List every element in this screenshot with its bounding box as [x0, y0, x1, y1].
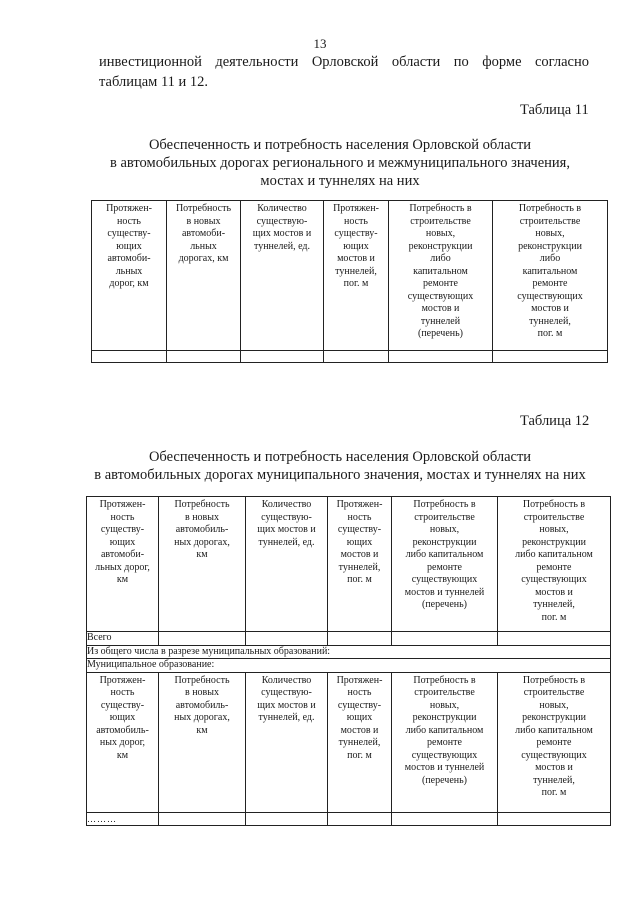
table-11 — [91, 200, 608, 363]
table-cell — [246, 812, 328, 826]
table-cell — [498, 812, 611, 826]
table-12-title-line: Обеспеченность и потребность населения Орловской области — [148, 449, 532, 465]
table-row — [92, 351, 608, 363]
header-cell: Протяжен- ность существу- ющих мостов и туннелей, пог. м — [328, 672, 392, 812]
table-cell — [92, 351, 167, 363]
table-cell — [328, 632, 392, 646]
header-cell: Потребность в новых автомобиль- ных дорогах, км — [159, 672, 246, 812]
table-12 — [86, 496, 611, 826]
table-cell — [392, 812, 498, 826]
intro-line-1: инвестиционной деятельности Орловской области по форме согласно — [99, 54, 589, 70]
header-cell: Протяжен- ность существу- ющих мостов и туннелей, пог. м — [324, 201, 389, 351]
header-cell: Количество существую- щих мостов и туннелей, ед. — [246, 672, 328, 812]
breakdown-row — [87, 645, 611, 659]
header-cell: Потребность в строительстве новых, реконструкции либо капитальном ремонте существующих мостов и туннелей, пог. м — [493, 201, 608, 351]
municipality-label: Муниципальное образование: — [87, 659, 611, 673]
table-cell — [241, 351, 324, 363]
header-cell: Потребность в строительстве новых, реконструкции либо капитальном ремонте существующих мостов и туннелей, пог. м — [498, 672, 611, 812]
table-cell — [389, 351, 493, 363]
header-cell: Потребность в строительстве новых, реконструкции либо капитальном ремонте существующих мостов и туннелей (перечень) — [389, 201, 493, 351]
header-cell: Протяжен- ность существу- ющих автомоби- льных дорог, км — [92, 201, 167, 351]
table-cell — [159, 632, 246, 646]
header-cell: Потребность в строительстве новых, реконструкции либо капитальном ремонте существующих мостов и туннелей (перечень) — [392, 497, 498, 632]
intro-line-2: таблицам 11 и 12. — [99, 74, 209, 90]
total-row — [87, 632, 611, 646]
breakdown-label: Из общего числа в разрезе муниципальных образований: — [87, 645, 611, 659]
table-header-row — [87, 497, 611, 632]
continuation-dots: ……… — [87, 812, 159, 826]
header-cell: Протяжен- ность существу- ющих мостов и туннелей, пог. м — [328, 497, 392, 632]
table-12-title-line: в автомобильных дорогах муниципального значения, мостах и туннелях на них — [94, 467, 586, 483]
header-cell: Количество существую- щих мостов и туннелей, ед. — [246, 497, 328, 632]
table-11-title-line: Обеспеченность и потребность населения Орловской области — [148, 137, 532, 153]
header-cell: Протяжен- ность существу- ющих автомоби- льных дорог, км — [87, 497, 159, 632]
table-11-title-line: мостах и туннелях на них — [260, 173, 420, 189]
header-cell: Протяжен- ность существу- ющих автомобиль- ных дорог, км — [87, 672, 159, 812]
continuation-row — [87, 812, 611, 826]
header-cell: Потребность в строительстве новых, реконструкции либо капитальном ремонте существующих мостов и туннелей, пог. м — [498, 497, 611, 632]
total-label: Всего — [87, 632, 159, 646]
page-number: 13 — [313, 36, 327, 51]
table-header-row — [92, 201, 608, 351]
table-11-label: Таблица 11 — [520, 102, 589, 118]
header-cell: Потребность в новых автомоби- льных дорогах, км — [167, 201, 241, 351]
table-cell — [167, 351, 241, 363]
intro-paragraph — [99, 52, 589, 92]
header-cell: Потребность в новых автомобиль- ных дорогах, км — [159, 497, 246, 632]
header-cell: Количество существую- щих мостов и туннелей, ед. — [241, 201, 324, 351]
table-cell — [493, 351, 608, 363]
table-cell — [328, 812, 392, 826]
table-12-label: Таблица 12 — [520, 413, 590, 429]
sub-header-row — [87, 672, 611, 812]
table-cell — [246, 632, 328, 646]
table-cell — [159, 812, 246, 826]
table-cell — [498, 632, 611, 646]
table-12-title — [60, 448, 620, 484]
table-cell — [392, 632, 498, 646]
table-11-title — [60, 136, 620, 190]
table-cell — [324, 351, 389, 363]
municipality-row — [87, 659, 611, 673]
header-cell: Потребность в строительстве новых, реконструкции либо капитальном ремонте существующих мостов и туннелей (перечень) — [392, 672, 498, 812]
table-11-title-line: в автомобильных дорогах регионального и межмуниципального значения, — [110, 155, 570, 171]
